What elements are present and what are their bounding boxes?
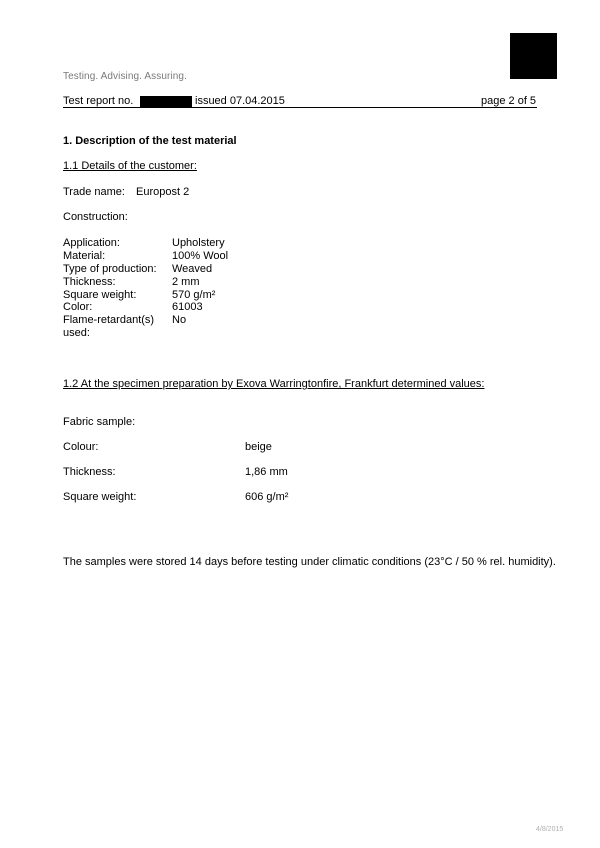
page-number: page 2 of 5 <box>481 95 537 107</box>
trade-name-value: Europost 2 <box>136 186 190 198</box>
property-label: Application: <box>63 237 120 249</box>
measured-value: beige <box>245 441 272 453</box>
section-title: 1. Description of the test material <box>63 135 237 147</box>
header-rule <box>63 107 537 108</box>
property-value: 2 mm <box>172 276 200 288</box>
storage-note: The samples were stored 14 days before testing under climatic conditions (23°C / 50 % rel. humidity). <box>63 556 556 568</box>
property-label: Square weight: <box>63 289 137 301</box>
property-value: 570 g/m² <box>172 289 216 301</box>
property-value: No <box>172 314 187 326</box>
property-label: Thickness: <box>63 276 116 288</box>
subsection-determined-values-title: 1.2 At the specimen preparation by Exova Warringtonfire, Frankfurt determined values: <box>63 378 485 390</box>
construction-label: Construction: <box>63 211 128 223</box>
property-label: used: <box>63 327 90 339</box>
property-label: Material: <box>63 250 106 262</box>
property-label: Type of production: <box>63 263 157 275</box>
property-value: 100% Wool <box>172 250 229 262</box>
redacted-report-number <box>140 96 192 107</box>
subsection-customer-title: 1.1 Details of the customer: <box>63 160 197 172</box>
measured-label: Square weight: <box>63 491 137 503</box>
property-label: Flame-retardant(s) <box>63 314 155 326</box>
measured-value: 1,86 mm <box>245 466 288 478</box>
property-value: Upholstery <box>172 237 225 249</box>
measured-value: 606 g/m² <box>245 491 289 503</box>
measured-label: Thickness: <box>63 466 116 478</box>
fabric-sample-label: Fabric sample: <box>63 416 136 428</box>
measured-label: Colour: <box>63 441 99 453</box>
footer-date: 4/8/2015 <box>536 826 564 833</box>
report-number-label: Test report no. <box>63 95 134 107</box>
issue-date: issued 07.04.2015 <box>195 95 285 107</box>
company-tagline: Testing. Advising. Assuring. <box>63 71 187 82</box>
trade-name-label: Trade name: <box>63 186 125 198</box>
property-value: 61003 <box>172 301 203 313</box>
company-logo <box>510 33 557 79</box>
property-value: Weaved <box>172 263 213 275</box>
property-label: Color: <box>63 301 93 313</box>
